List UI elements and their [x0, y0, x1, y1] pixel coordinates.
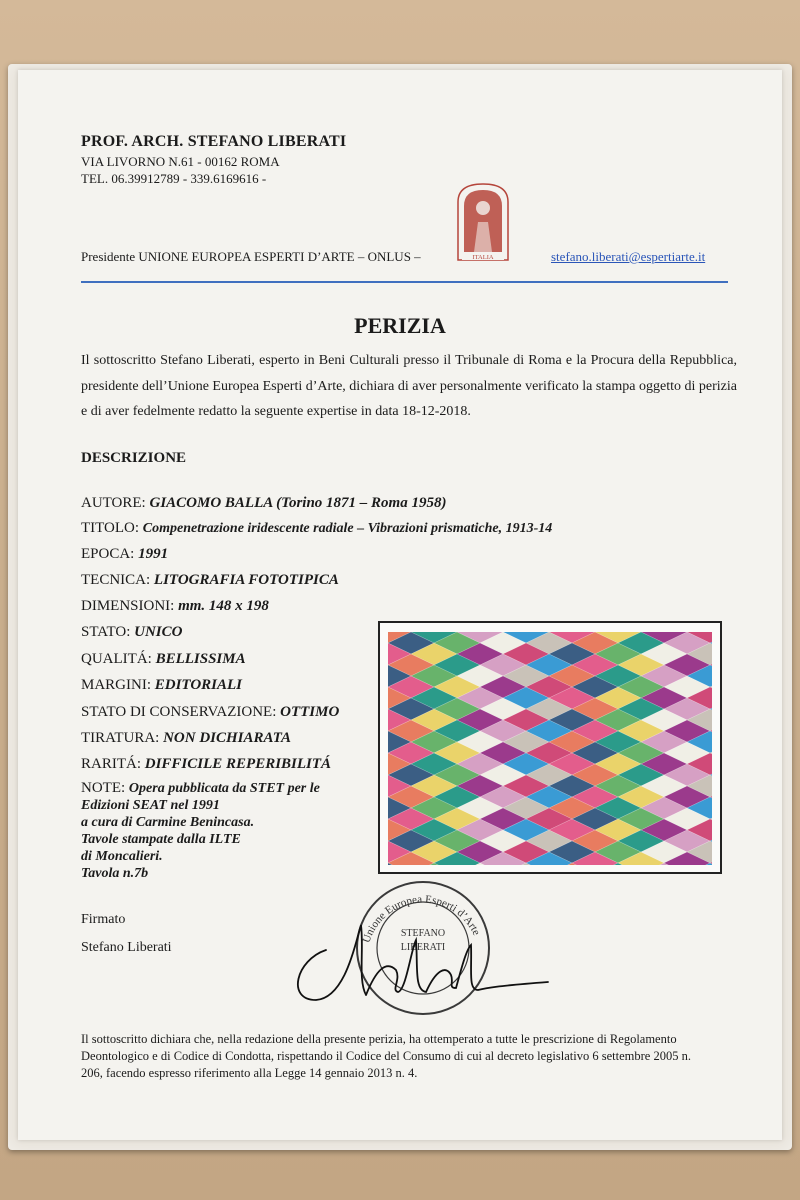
header-divider [81, 281, 728, 283]
field-value: 1991 [138, 546, 169, 562]
field-value: mm. 148 x 198 [178, 598, 269, 614]
field-label: EPOCA: [81, 546, 139, 562]
field-value: LITOGRAFIA FOTOTIPICA [153, 572, 339, 588]
field-epoch [81, 546, 168, 563]
notes-label: NOTE: [81, 780, 129, 796]
field-dimensions [81, 598, 269, 615]
expert-phone: TEL. 06.39912789 - 339.6169616 - [81, 171, 267, 186]
artwork-image [388, 632, 712, 865]
document-title: PERIZIA [354, 313, 446, 338]
email-link[interactable]: stefano.liberati@espertiarte.it [551, 249, 706, 264]
president-line: Presidente UNIONE EUROPEA ESPERTI D’ARTE – ONLUS – [81, 249, 421, 264]
field-label: DIMENSIONI: [81, 598, 179, 614]
svg-text:LIBERATI: LIBERATI [400, 942, 446, 953]
field-value: BELLISSIMA [155, 651, 246, 667]
artwork-photo [378, 621, 722, 874]
signer-name: Stefano Liberati [81, 940, 172, 955]
notes-line: Tavole stampate dalla ILTE [81, 832, 241, 847]
field-label: TIRATURA: [81, 730, 164, 746]
expert-name: PROF. ARCH. STEFANO LIBERATI [81, 133, 347, 150]
field-value: DIFFICILE REPERIBILITÁ [144, 756, 332, 772]
signed-label: Firmato [81, 912, 126, 927]
notes-block [81, 780, 320, 882]
field-rarity [81, 756, 331, 773]
field-margins [81, 677, 242, 694]
notes-line: di Moncalieri. [81, 849, 163, 864]
field-value: Compenetrazione iridescente radiale – Vibrazioni prismatiche, 1913-14 [142, 521, 553, 536]
field-label: QUALITÁ: [81, 651, 156, 667]
field-label: RARITÁ: [81, 756, 145, 772]
field-value: EDITORIALI [154, 677, 242, 693]
notes-line: Tavola n.7b [81, 866, 149, 881]
field-quality [81, 651, 246, 668]
field-value: UNICO [134, 624, 183, 640]
footer-declaration: Il sottoscritto dichiara che, nella redazione della presente perizia, ha ottemperato a tutte le prescrizione di Regolamento Deontologico e di Codice di Condotta, rispettando il Codice del Consumo di cui al decreto legislativo 6 settembre 2005 n. 206, facendo espresso riferimento alla Legge 14 gennaio 2013 n. 4. [81, 1032, 691, 1080]
field-title [81, 520, 552, 537]
association-logo [454, 182, 512, 262]
field-label: STATO: [81, 624, 135, 640]
certificate-page [18, 70, 782, 1140]
field-state [81, 624, 182, 641]
field-label: STATO DI CONSERVAZIONE: [81, 704, 281, 720]
field-technique [81, 572, 339, 589]
field-conservation [81, 704, 339, 721]
field-value: NON DICHIARATA [163, 730, 292, 746]
field-value: OTTIMO [280, 704, 340, 720]
notes-line: a cura di Carmine Benincasa. [81, 815, 255, 830]
field-print-run [81, 730, 291, 747]
field-value: GIACOMO BALLA (Torino 1871 – Roma 1958) [149, 495, 447, 511]
expert-address: VIA LIVORNO N.61 - 00162 ROMA [81, 154, 280, 169]
field-label: MARGINI: [81, 677, 155, 693]
field-label: AUTORE: [81, 495, 150, 511]
svg-text:Unione Europea Esperti d’Arte: Unione Europea Esperti d’Arte [360, 893, 483, 945]
notes-line: Edizioni SEAT nel 1991 [81, 798, 220, 813]
description-heading: DESCRIZIONE [81, 450, 187, 466]
field-label: TITOLO: [81, 520, 143, 536]
intro-paragraph: Il sottoscritto Stefano Liberati, esperto in Beni Culturali presso il Tribunale di Roma e la Procura della Repubblica, presidente dell’Unione Europea Esperti d’Arte, dichiara di aver personalmente verificato la stampa oggetto di perizia e di aver fedelmente redatto la seguente expertise in data 18-12-2018. [81, 353, 737, 419]
field-label: TECNICA: [81, 572, 154, 588]
handwritten-signature [286, 910, 556, 1010]
notes-line: Opera pubblicata da STET per le [128, 781, 320, 796]
svg-text:ITALIA: ITALIA [472, 254, 494, 261]
svg-text:STEFANO: STEFANO [400, 928, 446, 939]
field-author [81, 495, 446, 512]
